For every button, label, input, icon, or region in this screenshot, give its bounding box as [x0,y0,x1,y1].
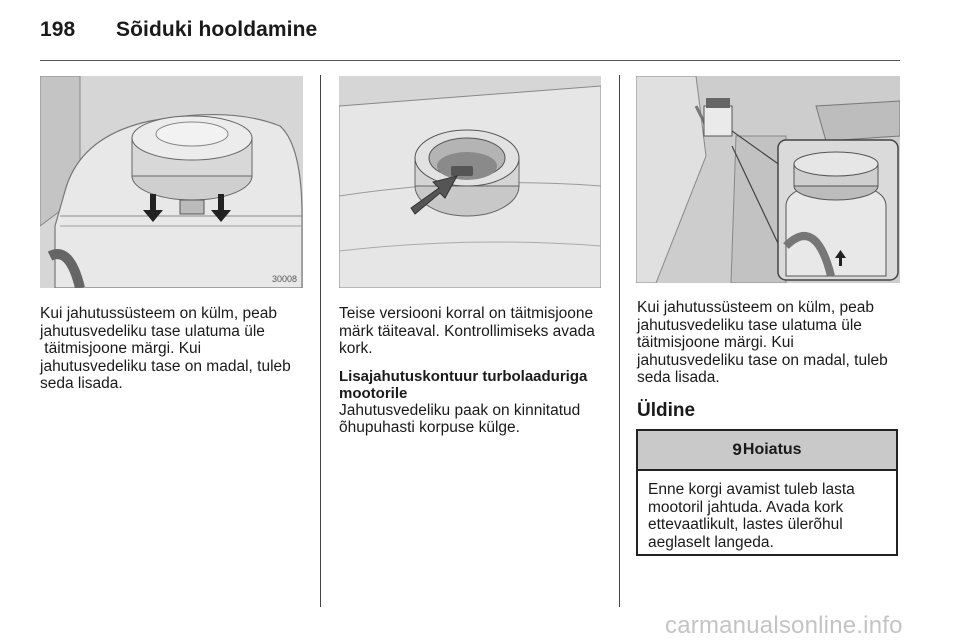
text-line: õhupuhasti korpuse külge. [339,419,520,436]
page-title: Sõiduki hooldamine [116,18,318,41]
page-header [40,18,317,42]
figure-coolant-reservoir [40,76,303,288]
subheading [339,368,609,402]
text-line: Kui jahutussüsteem on külm, peab [40,305,277,322]
warning-line: ettevaatlikult, lastes ülerõhul [648,516,843,533]
warning-line: mootoril jahtuda. Avada kork [648,498,844,516]
text-line: Teise versiooni korral on täitmisjoone [339,305,594,322]
subheading-line-2: mootorile [339,384,408,402]
coolant-reservoir-cap-icon [40,76,303,288]
warning-header [638,431,896,471]
column-3-text [637,299,907,387]
warning-box [636,429,898,556]
reservoir-filler-neck-icon [339,76,601,288]
text-line: jahutusvedeliku tase on madal, tuleb [637,351,888,369]
section-heading: Üldine [637,400,696,421]
column-divider-1 [320,75,321,607]
text-line: täitmisjoone märgi. Kui [637,334,794,351]
warning-icon: 9 [732,440,742,459]
text-line: seda lisada. [40,375,123,392]
subheading-line-1: Lisajahutuskontuur turbolaaduriga [339,367,588,385]
text-line: täitmisjoone märgi. Kui [40,340,202,357]
warning-line: Enne korgi avamist tuleb lasta [648,481,855,498]
page-number: 198 [40,18,76,41]
figure-engine-bay [636,76,900,283]
text-line: Kui jahutussüsteem on külm, peab [637,299,874,316]
warning-body [638,471,896,551]
watermark: carmanualsonline.info [665,612,903,639]
text-line: Jahutusvedeliku paak on kinnitatud [339,401,581,419]
warning-title: Hoiatus [742,441,802,458]
figure-filler-neck [339,76,601,288]
text-line: kork. [339,340,373,357]
text-line: seda lisada. [637,369,720,386]
column-2-text [339,305,609,437]
warning-line: aeglaselt langeda. [648,533,774,551]
text-line: jahutusvedeliku tase ulatuma üle [637,316,862,334]
engine-bay-reservoir-icon [636,76,900,283]
column-divider-2 [619,75,620,607]
figure-code: 30008 [272,274,298,284]
text-line: märk täiteaval. Kontrollimiseks avada [339,322,595,340]
text-line: jahutusvedeliku tase ulatuma üle [40,322,265,340]
header-rule [40,60,900,61]
text-line: jahutusvedeliku tase on madal, tuleb [40,357,291,375]
column-1-text [40,305,310,393]
